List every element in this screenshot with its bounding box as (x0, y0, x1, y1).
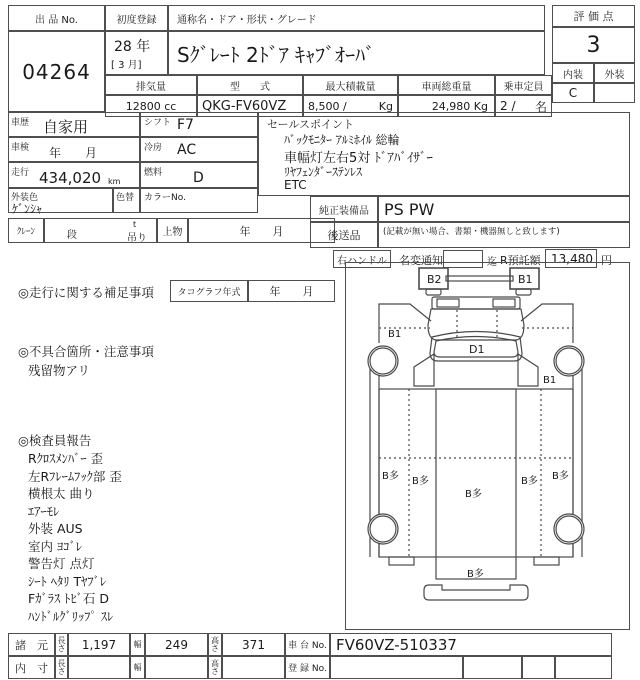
capacity-unit: 名 (534, 99, 547, 114)
shift-value: F7 (177, 117, 194, 133)
inspector-item: 室内 ﾖｺﾞﾚ (28, 539, 82, 554)
inner-width-value (145, 656, 208, 679)
inner-length-value (68, 656, 130, 679)
oem-equipment-label: 純正装備品 (310, 196, 378, 222)
bed-center-damage-code: B多 (465, 489, 482, 500)
shift-label: シフト (144, 118, 172, 128)
color-change-label: 色替 (113, 188, 140, 213)
registration-no-label: 登 録 No. (285, 656, 330, 679)
max-load-header: 最大積載量 (303, 75, 398, 95)
deposit-label: R預託額 (500, 254, 541, 267)
inspection-value: 年 月 (49, 146, 98, 160)
side-left-damage-code: B多 (382, 471, 399, 482)
length-label: 長さ (55, 633, 68, 656)
mirror-left-damage-code: B2 (427, 273, 442, 286)
body-label: 上物 (157, 218, 188, 243)
registration-no-cell (522, 656, 555, 679)
capacity-header: 乗車定員 (495, 75, 552, 95)
body-date-value: 年 月 (188, 218, 335, 243)
interior-grade-value: C (552, 83, 594, 103)
first-registration-year: 28 年 (114, 39, 151, 55)
later-sent-note: (記載が無い場合、書類・機器無しと致します) (383, 227, 560, 237)
mileage-note-title: ◎走行に関する補足事項 (18, 285, 154, 300)
height-label: 高さ (208, 633, 222, 656)
ac-label: 冷房 (144, 143, 163, 153)
inner-height-value (222, 656, 285, 679)
first-registration-month: [ 3 月] (111, 60, 142, 71)
mileage-label: 走行 (11, 168, 30, 178)
capacity-value: 2 / (500, 99, 516, 113)
oem-equipment-value: PS PW (378, 196, 630, 222)
defect-item: 残留物アリ (28, 363, 91, 378)
tachograph-value: 年 月 (248, 280, 335, 302)
inspector-item: Rｸﾛｽﾒﾝﾊﾞｰ 歪 (28, 451, 104, 466)
vehicle-name-header: 通称名・ドア・形状・グレード (168, 5, 545, 31)
gross-weight-value: 24,980 Kg (398, 95, 495, 117)
sales-point-item: 車幅灯左右5対 ﾄﾞｱﾊﾞｲｻﾞｰ (284, 151, 433, 166)
inner-height-label: 高さ (208, 656, 222, 679)
mirror-right-damage-code: B1 (518, 273, 533, 286)
history-label: 車歴 (11, 118, 30, 128)
color-no-label: カラーNo. (144, 193, 186, 203)
chassis-no-value: FV60VZ-510337 (330, 633, 612, 656)
inspector-item: 左Rﾌﾚｰﾑﾌｯｸ部 歪 (28, 469, 122, 484)
bed-left-damage-code: B多 (412, 476, 429, 487)
inner-dimensions-row-label: 内 寸 (8, 656, 55, 679)
width-value: 249 (145, 633, 208, 656)
vehicle-name-value: Sｸﾞﾚｰﾄ 2ﾄﾞｱ ｷｬﾌﾞｵｰﾊﾞ (168, 31, 545, 75)
interior-grade-header: 内装 (552, 63, 594, 83)
front-right-damage-code: B1 (543, 375, 557, 386)
inspector-item: 警告灯 点灯 (28, 556, 95, 571)
lot-no-header: 出 品 No. (8, 5, 105, 31)
registration-no-cell (555, 656, 612, 679)
displacement-header: 排気量 (105, 75, 197, 95)
crane-label: ｸﾚｰﾝ (8, 218, 44, 243)
history-value: 自家用 (43, 118, 89, 136)
sales-point-item: ﾘﾔﾌｪﾝﾀﾞｰｽﾃﾝﾚｽ (284, 165, 363, 179)
vehicle-damage-diagram (346, 263, 629, 629)
inspector-item: ﾊﾝﾄﾞﾙｸﾞﾘｯﾌﾟ ｽﾚ (28, 609, 114, 624)
height-value: 371 (222, 633, 285, 656)
model-code-header: 型 式 (197, 75, 303, 95)
front-left-damage-code: B1 (388, 329, 402, 340)
lot-no-value: 04264 (8, 31, 105, 112)
crane-lift-label: 吊り (127, 233, 147, 244)
until-label: 迄 (487, 257, 497, 268)
registration-no-cell (330, 656, 463, 679)
defect-title: ◎不具合箇所・注意事項 (18, 344, 154, 359)
exterior-grade-header: 外装 (594, 63, 635, 83)
width-label: 幅 (130, 633, 145, 656)
inspector-item: Fｶﾞﾗｽ ﾄﾋﾞ石 D (28, 591, 110, 606)
inspector-item: 外装 AUS (28, 521, 83, 536)
mileage-value: 434,020 (39, 169, 102, 187)
rear-damage-code: B多 (467, 569, 484, 580)
first-registration-header: 初度登録 (105, 5, 168, 31)
score-header: 評 価 点 (552, 5, 635, 27)
fuel-value: D (193, 170, 204, 186)
registration-no-cell (463, 656, 522, 679)
inspector-item: ｼｰﾄ ﾍﾀﾘ Tﾔﾌﾞﾚ (28, 574, 107, 589)
inspector-item: 横根太 曲り (28, 486, 95, 501)
chassis-no-label: 車 台 No. (285, 633, 330, 656)
side-right-damage-code: B多 (552, 471, 569, 482)
model-code-value: QKG-FV60VZ (197, 95, 303, 117)
displacement-value: 12800 cc (105, 95, 197, 117)
inner-length-label: 長さ (55, 656, 68, 679)
inspection-label: 車検 (11, 143, 30, 153)
sales-point-item: ETC (284, 178, 307, 192)
exterior-color-value: ｹﾞﾝｼｬ (12, 202, 43, 216)
handle-badge: 右ハンドル (333, 250, 391, 268)
score-value: 3 (552, 27, 635, 63)
sales-points-title: セールスポイント (267, 118, 355, 131)
tachograph-label: タコグラフ年式 (170, 280, 248, 302)
gross-weight-header: 車両総重量 (398, 75, 495, 95)
damage-diagram-frame (345, 262, 630, 630)
inspector-item: ｴｱｰﾓﾚ (28, 504, 60, 519)
sales-point-item: ﾊﾞｯｸﾓﾆﾀｰ ｱﾙﾐﾎｲﾙ 総輪 (284, 133, 400, 147)
yen-label: 円 (601, 254, 612, 267)
crane-ton-label: t (133, 220, 137, 229)
mileage-unit: km (108, 177, 121, 186)
bed-right-damage-code: B多 (521, 476, 538, 487)
ac-value: AC (177, 142, 197, 158)
dimensions-row-label: 諸 元 (8, 633, 55, 656)
length-value: 1,197 (68, 633, 130, 656)
crane-stage-label: 段 (67, 230, 77, 241)
deposit-value: 13,480 (545, 249, 597, 268)
max-load-unit: Kg (378, 99, 393, 113)
later-sent-label: 後送品 (310, 222, 378, 248)
inner-width-label: 幅 (130, 656, 145, 679)
windshield-damage-code: D1 (469, 343, 485, 356)
exterior-color-label: 外装色 (11, 193, 39, 203)
name-change-label: 名変通知 (399, 254, 443, 267)
fuel-label: 燃料 (144, 168, 163, 178)
max-load-value: 8,500 / (308, 99, 347, 113)
exterior-grade-value (594, 83, 635, 103)
inspector-report-title: ◎検査員報告 (18, 433, 92, 448)
